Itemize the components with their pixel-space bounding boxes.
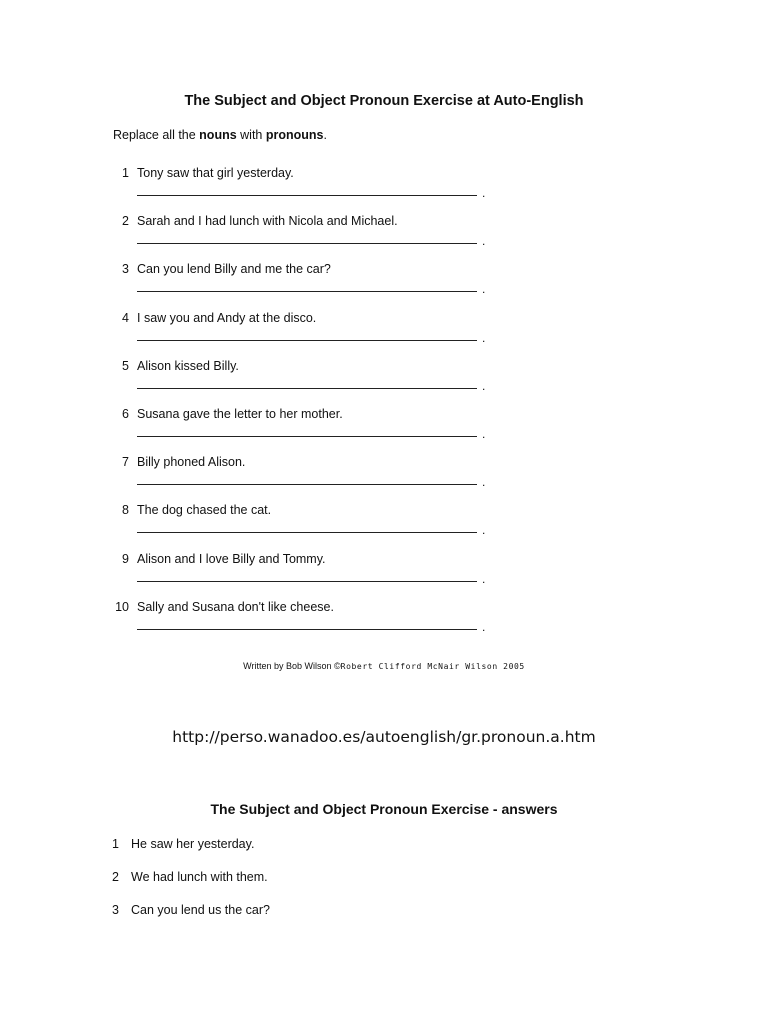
answer-item <box>112 870 268 884</box>
answer-blank-line[interactable] <box>137 628 477 630</box>
line-end-period: . <box>482 282 486 296</box>
question-text: Alison and I love Billy and Tommy. <box>137 552 326 566</box>
answers-title: The Subject and Object Pronoun Exercise - answers <box>210 801 558 817</box>
line-end-period: . <box>482 475 486 489</box>
answer-text: We had lunch with them. <box>131 870 268 884</box>
line-end-period: . <box>482 234 486 248</box>
question-text: I saw you and Andy at the disco. <box>137 311 317 325</box>
instruction-word-pronouns: pronouns <box>265 128 324 142</box>
question-text: Alison kissed Billy. <box>137 359 239 373</box>
author-credit <box>0 661 768 671</box>
question-item <box>110 455 530 503</box>
answer-text: Can you lend us the car? <box>131 903 270 917</box>
question-number: 7 <box>122 455 129 469</box>
page-title: The Subject and Object Pronoun Exercise at Auto-English <box>184 93 584 109</box>
question-item <box>110 503 530 551</box>
answer-blank-line[interactable] <box>137 387 477 389</box>
question-number: 3 <box>122 262 129 276</box>
line-end-period: . <box>482 427 486 441</box>
question-text: Sarah and I had lunch with Nicola and Michael. <box>137 214 398 228</box>
question-number: 8 <box>122 503 129 517</box>
answer-item <box>112 903 270 917</box>
question-item <box>110 359 530 407</box>
question-item <box>110 407 530 455</box>
question-item <box>110 262 530 310</box>
question-number: 1 <box>122 166 129 180</box>
line-end-period: . <box>482 523 486 537</box>
credit-author: Written by Bob Wilson © <box>243 661 341 671</box>
line-end-period: . <box>482 379 486 393</box>
instruction-prefix: Replace all the <box>113 128 200 142</box>
line-end-period: . <box>482 572 486 586</box>
question-item <box>110 214 530 262</box>
answer-number: 2 <box>112 870 119 884</box>
credit-copyright: Robert Clifford McNair Wilson 2005 <box>340 662 525 671</box>
answer-blank-line[interactable] <box>137 339 477 341</box>
question-text: Susana gave the letter to her mother. <box>137 407 343 421</box>
answer-text: He saw her yesterday. <box>131 837 255 851</box>
question-text: The dog chased the cat. <box>137 503 272 517</box>
question-number: 5 <box>122 359 129 373</box>
line-end-period: . <box>482 186 486 200</box>
question-number: 9 <box>122 552 129 566</box>
answer-number: 1 <box>112 837 119 851</box>
instruction-middle: with <box>236 128 266 142</box>
question-text: Tony saw that girl yesterday. <box>137 166 294 180</box>
line-end-period: . <box>482 620 486 634</box>
question-text: Can you lend Billy and me the car? <box>137 262 331 276</box>
answer-item <box>112 837 254 851</box>
instruction-word-nouns: nouns <box>199 128 237 142</box>
question-item <box>110 552 530 600</box>
instruction-suffix: . <box>323 128 327 142</box>
answer-blank-line[interactable] <box>137 242 477 244</box>
question-number: 6 <box>122 407 129 421</box>
question-text: Billy phoned Alison. <box>137 455 246 469</box>
question-item <box>110 166 530 214</box>
question-text: Sally and Susana don't like cheese. <box>137 600 334 614</box>
question-number: 2 <box>122 214 129 228</box>
answer-blank-line[interactable] <box>137 580 477 582</box>
answer-number: 3 <box>112 903 119 917</box>
question-number: 10 <box>115 600 129 614</box>
source-url: http://perso.wanadoo.es/autoenglish/gr.pronoun.a.htm <box>172 728 596 746</box>
question-item <box>110 311 530 359</box>
answer-blank-line[interactable] <box>137 483 477 485</box>
answer-blank-line[interactable] <box>137 435 477 437</box>
question-item <box>110 600 530 648</box>
answer-blank-line[interactable] <box>137 290 477 292</box>
question-number: 4 <box>122 311 129 325</box>
answer-blank-line[interactable] <box>137 531 477 533</box>
answer-blank-line[interactable] <box>137 194 477 196</box>
instruction <box>113 128 327 142</box>
line-end-period: . <box>482 331 486 345</box>
